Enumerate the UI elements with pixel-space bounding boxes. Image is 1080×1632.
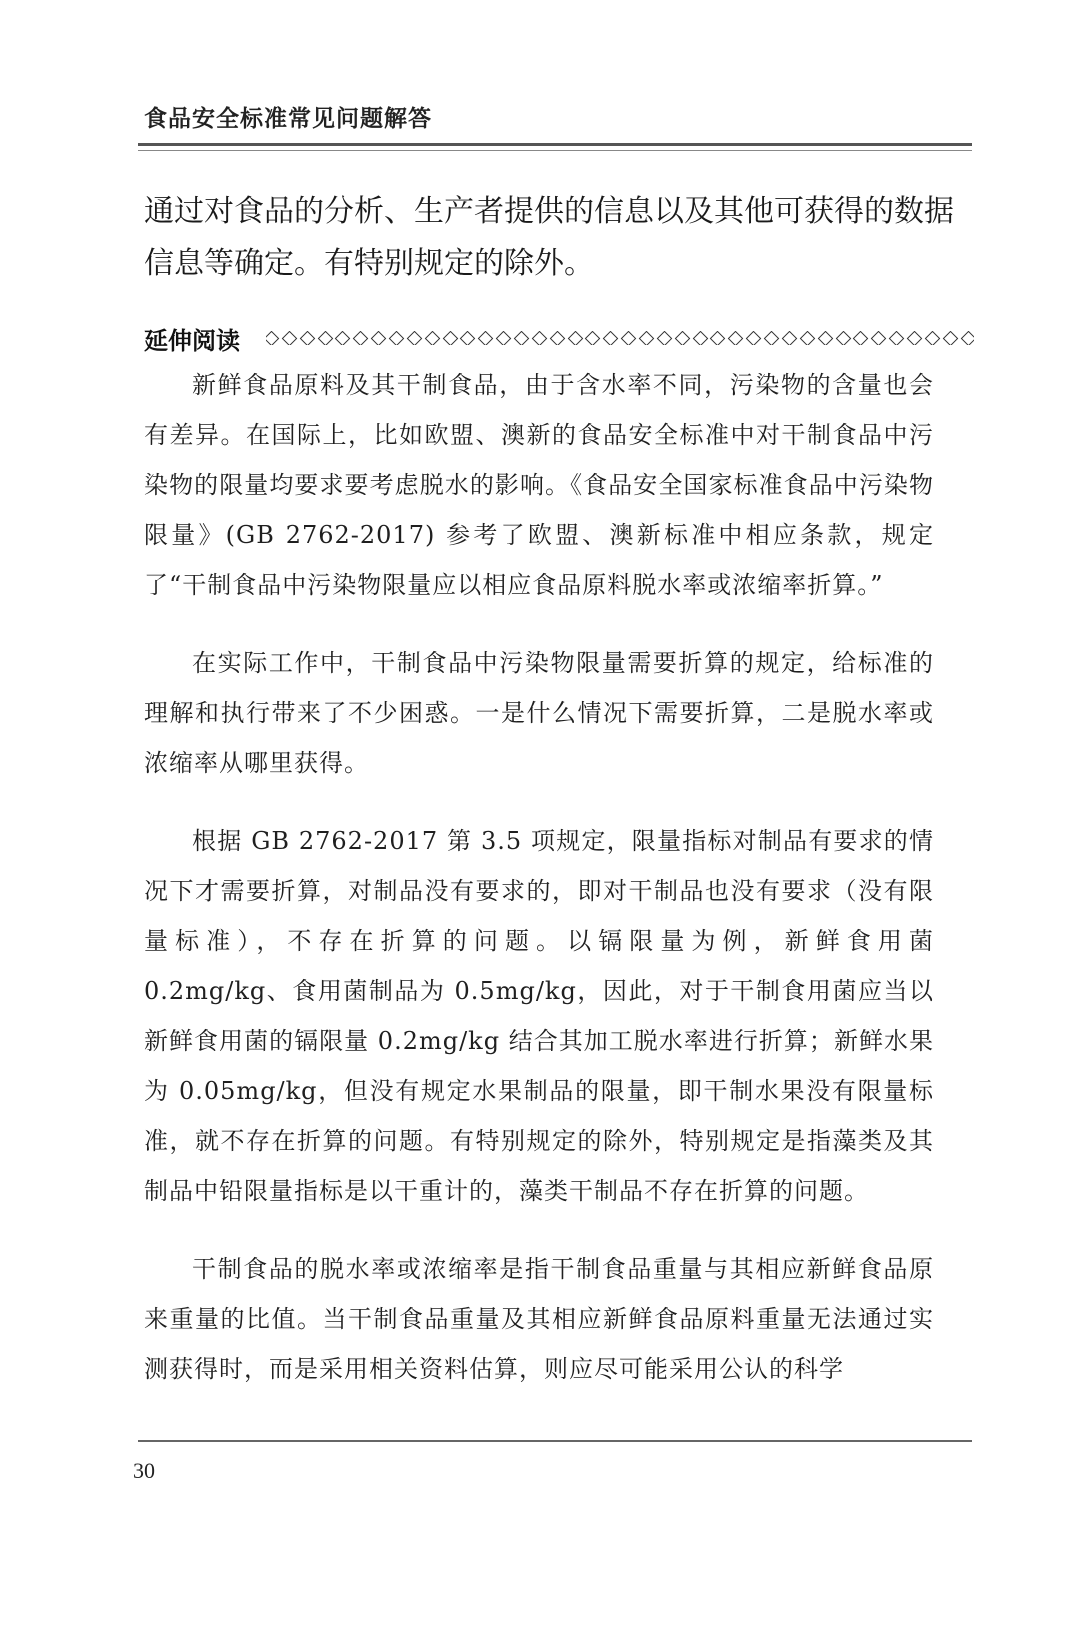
- diamond-icon: [514, 331, 530, 345]
- diamond-icon: [674, 331, 690, 345]
- header-rule-thick: [138, 143, 972, 146]
- diamond-icon: [549, 331, 565, 345]
- diamond-ornament: [266, 331, 974, 345]
- diamond-icon: [603, 331, 619, 345]
- diamond-icon: [657, 331, 673, 345]
- diamond-icon: [764, 331, 780, 345]
- diamond-icon: [746, 331, 762, 345]
- diamond-icon: [782, 331, 798, 345]
- diamond-icon: [817, 331, 833, 345]
- header-rule-thin: [138, 150, 972, 151]
- diamond-icon: [317, 331, 333, 345]
- diamond-icon: [460, 331, 476, 345]
- diamond-icon: [585, 331, 601, 345]
- lead-paragraph: [144, 186, 964, 290]
- diamond-icon: [407, 331, 423, 345]
- diamond-icon: [889, 331, 905, 345]
- diamond-icon: [621, 331, 637, 345]
- diamond-icon: [942, 331, 958, 345]
- diamond-icon: [424, 331, 440, 345]
- body-paragraph-4: 干制食品的脱水率或浓缩率是指干制食品重量与其相应新鲜食品原来重量的比值。当干制食品重量及其相应新鲜食品原料重量无法通过实测获得时，而是采用相关资料估算，则应尽可能采用公认的科学: [144, 1255, 934, 1383]
- section-title: 延伸阅读: [144, 326, 240, 355]
- diamond-icon: [835, 331, 851, 345]
- diamond-icon: [728, 331, 744, 345]
- diamond-icon: [907, 331, 923, 345]
- diamond-icon: [639, 331, 655, 345]
- diamond-icon: [335, 331, 351, 345]
- diamond-icon: [389, 331, 405, 345]
- diamond-icon: [282, 331, 298, 345]
- diamond-icon: [299, 331, 315, 345]
- diamond-icon: [925, 331, 941, 345]
- diamond-icon: [800, 331, 816, 345]
- diamond-icon: [960, 331, 974, 345]
- diamond-icon: [532, 331, 548, 345]
- diamond-icon: [266, 331, 279, 345]
- diamond-icon: [371, 331, 387, 345]
- diamond-icon: [710, 331, 726, 345]
- section-body: [144, 360, 934, 1422]
- page-number: 30: [133, 1458, 155, 1483]
- footer-rule: [138, 1440, 972, 1442]
- diamond-icon: [567, 331, 583, 345]
- lead-paragraph-text: 通过对食品的分析、生产者提供的信息以及其他可获得的数据信息等确定。有特别规定的除外。: [144, 194, 954, 281]
- section-heading: [144, 318, 974, 358]
- body-paragraph-3: 根据 GB 2762-2017 第 3.5 项规定，限量指标对制品有要求的情况下才需要折算，对制品没有要求的，即对干制品也没有要求（没有限量标准），不存在折算的问题。以镉限量为例，新鲜食用菌 0.2mg/kg、食用菌制品为 0.5mg/kg，因此，对于干制食用菌应当以新鲜食用菌的镉限量 0.2mg/kg 结合其加工脱水率进行折算；新鲜水果为 0.05mg/kg，但没有规定水果制品的限量，即干制水果没有限量标准，就不存在折算的问题。有特别规定的除外，特别规定是指藻类及其制品中铅限量指标是以干重计的，藻类干制品不存在折算的问题。: [144, 827, 934, 1205]
- body-paragraph-2: 在实际工作中，干制食品中污染物限量需要折算的规定，给标准的理解和执行带来了不少困惑。一是什么情况下需要折算，二是脱水率或浓缩率从哪里获得。: [144, 649, 934, 777]
- body-paragraph-1: 新鲜食品原料及其干制食品，由于含水率不同，污染物的含量也会有差异。在国际上，比如欧盟、澳新的食品安全标准中对干制食品中污染物的限量均要求要考虑脱水的影响。《食品安全国家标准食品中污染物限量》(GB 2762-2017) 参考了欧盟、澳新标准中相应条款，规定了“干制食品中污染物限量应以相应食品原料脱水率或浓缩率折算。”: [144, 371, 934, 599]
- diamond-icon: [478, 331, 494, 345]
- diamond-icon: [853, 331, 869, 345]
- diamond-icon: [692, 331, 708, 345]
- diamond-icon: [871, 331, 887, 345]
- diamond-icon: [442, 331, 458, 345]
- diamond-icon: [353, 331, 369, 345]
- diamond-icon: [496, 331, 512, 345]
- running-header-title: 食品安全标准常见问题解答: [144, 106, 432, 132]
